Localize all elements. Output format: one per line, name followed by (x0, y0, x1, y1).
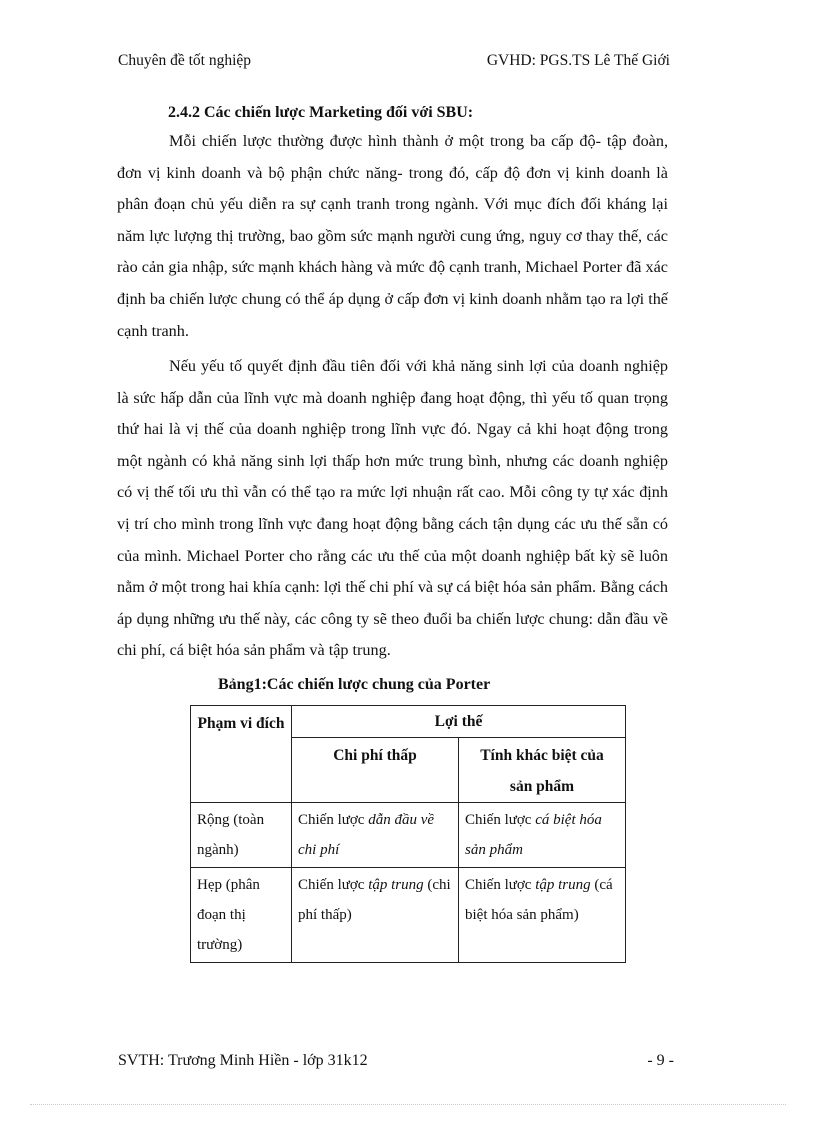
cell-cost-leadership (292, 803, 459, 868)
cell-strategy: dẫn đầu về chi phí (298, 812, 435, 858)
porter-strategies-table (190, 705, 626, 963)
section-title: 2.4.2 Các chiến lược Marketing đối với SBU: (168, 104, 474, 121)
cell-prefix: Chiến lược (465, 877, 536, 893)
footer-student: SVTH: Trương Minh Hiền - lớp 31k12 (118, 1052, 368, 1069)
paragraph-2: Nếu yếu tố quyết định đầu tiên đối với khả năng sinh lợi của doanh nghiệp là sức hấp dẫn của lĩnh vực mà doanh nghiệp đang hoạt động, thì yếu tố quan trọng thứ hai là vị thế của doanh nghiệp trong lĩnh vực đó. Ngay cả khi hoạt động trong một ngành có khả năng sinh lợi thấp hơn mức trung bình, nhưng các doanh nghiệp có vị thế tối ưu thì vẫn có thể tạo ra mức lợi nhuận rất cao. Mỗi công ty tự xác định vị trí cho mình trong lĩnh vực đang hoạt động bằng cách tận dụng các ưu thế sẵn có của mình. Michael Porter cho rằng các ưu thế của một doanh nghiệp bất kỳ sẽ luôn nằm ở một trong hai khía cạnh: lợi thế chi phí và sự cá biệt hóa sản phẩm. Bằng cách áp dụng những ưu thế này, các công ty sẽ theo đuổi ba chiến lược chung: dẫn đầu về chi phí, cá biệt hóa sản phẩm và tập trung. (117, 357, 668, 660)
cell-differentiation (459, 803, 626, 868)
header-left: Chuyên đề tốt nghiệp (118, 52, 252, 69)
header-low-cost: Chi phí thấp (292, 738, 459, 803)
cell-suffix: (chi phí thấp) (298, 877, 451, 923)
header-right: GVHD: PGS.TS Lê Thế Giới (486, 52, 670, 69)
cell-suffix: (cá biệt hóa sản phẩm) (465, 877, 613, 923)
row-broad-scope: Rộng (toàn ngành) (191, 803, 292, 868)
cell-strategy: tập trung (535, 877, 591, 893)
table-caption: Bảng1:Các chiến lược chung của Porter (218, 676, 491, 693)
header-scope: Phạm vi đích (191, 706, 292, 803)
paragraph-1: Mỗi chiến lược thường được hình thành ở một trong ba cấp độ- tập đoàn, đơn vị kinh doanh và bộ phận chức năng- trong đó, cấp độ đơn vị kinh doanh là phân đoạn chủ yếu diễn ra sự cạnh tranh trong ngành. Với mục đích đối kháng lại năm lực lượng thị trường, bao gồm sức mạnh người cung ứng, nguy cơ thay thế, các rào cản gia nhập, sức mạnh khách hàng và mức độ cạnh tranh, Michael Porter đã xác định ba chiến lược chung có thể áp dụng ở cấp đơn vị kinh doanh nhằm tạo ra lợi thế cạnh tranh. (117, 132, 668, 340)
header-advantage: Lợi thế (292, 706, 626, 738)
cell-prefix: Chiến lược (465, 812, 536, 828)
cell-prefix: Chiến lược (298, 812, 369, 828)
cell-prefix: Chiến lược (298, 877, 369, 893)
cell-strategy: tập trung (368, 877, 424, 893)
cell-differentiation-focus (459, 868, 626, 963)
page-number: - 9 - (647, 1052, 674, 1069)
header-differentiation: Tính khác biệt của sản phẩm (459, 738, 626, 803)
cell-cost-focus (292, 868, 459, 963)
cell-strategy: cá biệt hóa sản phẩm (465, 812, 602, 858)
row-narrow-scope: Hẹp (phân đoạn thị trường) (191, 868, 292, 963)
bottom-divider (30, 1104, 786, 1105)
